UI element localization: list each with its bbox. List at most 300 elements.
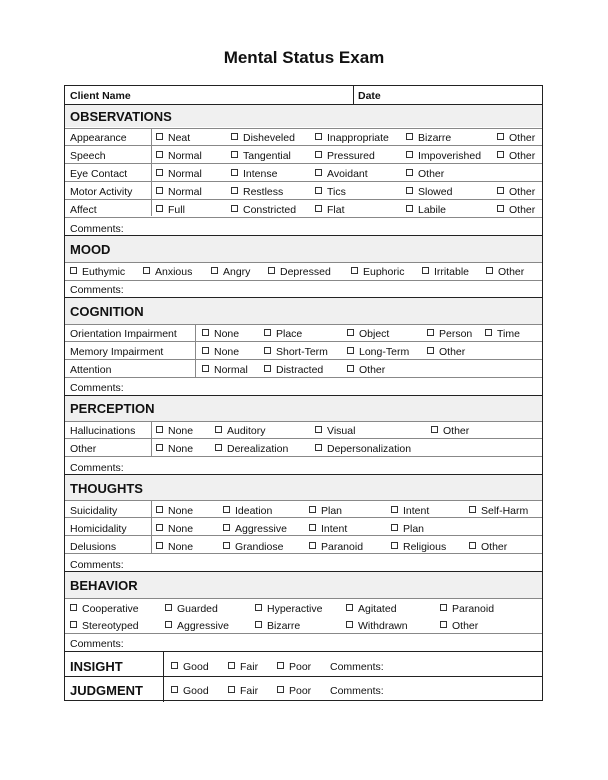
obs-affect-other-option[interactable]	[497, 204, 535, 216]
beh-bizarre-option[interactable]	[255, 620, 300, 632]
mood-depressed-option[interactable]	[268, 266, 331, 278]
cog-attention-distracted-option[interactable]	[264, 364, 323, 376]
obs-eye-contact-intense-option[interactable]	[231, 168, 277, 180]
tho-delusions-paranoid-option[interactable]	[309, 541, 363, 553]
checkbox-icon[interactable]	[469, 506, 476, 513]
section-mood-title: MOOD	[70, 242, 111, 257]
checkbox-icon[interactable]	[231, 133, 238, 140]
per-hallucinations-visual-option[interactable]	[315, 425, 355, 437]
checkbox-icon[interactable]	[156, 524, 163, 531]
checkbox-icon[interactable]	[277, 686, 284, 693]
checkbox-icon[interactable]	[156, 444, 163, 451]
option-label: Other	[509, 204, 536, 216]
option-label: Depressed	[280, 266, 331, 278]
checkbox-icon[interactable]	[231, 205, 238, 212]
cog-memory-impairment-none-option[interactable]	[202, 346, 239, 358]
checkbox-icon[interactable]	[231, 187, 238, 194]
perception-comments-label: Comments:	[70, 462, 124, 474]
checkbox-icon[interactable]	[171, 686, 178, 693]
divider	[65, 145, 542, 146]
option-label: Full	[168, 204, 185, 216]
obs-motor-activity-restless-option[interactable]	[231, 186, 283, 198]
judgment-good-option[interactable]	[171, 685, 209, 697]
option-label: Neat	[168, 132, 191, 144]
cog-memory-impairment-long-term-option[interactable]	[347, 346, 409, 358]
judgment-fair-option[interactable]	[228, 685, 258, 697]
checkbox-icon[interactable]	[315, 205, 322, 212]
mood-comments-label: Comments:	[70, 284, 124, 296]
checkbox-icon[interactable]	[211, 267, 218, 274]
checkbox-icon[interactable]	[391, 524, 398, 531]
row-label-affect: Affect	[70, 204, 97, 216]
option-label: None	[168, 541, 194, 553]
option-label: Distracted	[276, 364, 324, 376]
section-perception-title: PERCEPTION	[70, 401, 155, 416]
option-label: Normal	[168, 150, 202, 162]
checkbox-icon[interactable]	[156, 506, 163, 513]
option-label: Other	[509, 150, 536, 162]
obs-appearance-inappropriate-option[interactable]	[315, 132, 389, 144]
tho-delusions-none-option[interactable]	[156, 541, 193, 553]
checkbox-icon[interactable]	[156, 205, 163, 212]
checkbox-icon[interactable]	[231, 151, 238, 158]
option-label: Angry	[223, 266, 251, 278]
divider	[65, 651, 542, 652]
behavior-comments-label: Comments:	[70, 638, 124, 650]
row-label-delusions: Delusions	[70, 541, 117, 553]
cog-memory-impairment-short-term-option[interactable]	[264, 346, 328, 358]
section-behavior-title: BEHAVIOR	[70, 578, 138, 593]
beh-guarded-option[interactable]	[165, 603, 218, 615]
checkbox-icon[interactable]	[202, 347, 209, 354]
tho-delusions-grandiose-option[interactable]	[223, 541, 283, 553]
obs-speech-pressured-option[interactable]	[315, 150, 375, 162]
beh-stereotyped-option[interactable]	[70, 620, 139, 632]
option-label: Normal	[168, 186, 202, 198]
option-label: Other	[452, 620, 479, 632]
section-judgment-title: JUDGMENT	[70, 683, 143, 698]
option-label: Other	[509, 186, 536, 198]
insight-comments-label: Comments:	[330, 661, 384, 673]
tho-homicidality-none-option[interactable]	[156, 523, 193, 535]
divider	[195, 324, 196, 378]
checkbox-icon[interactable]	[215, 426, 222, 433]
checkbox-icon[interactable]	[440, 621, 447, 628]
mood-euthymic-option[interactable]	[70, 266, 125, 278]
option-label: Good	[183, 685, 209, 697]
option-label: Object	[359, 328, 390, 340]
checkbox-icon[interactable]	[486, 267, 493, 274]
row-label-memory-impairment: Memory Impairment	[70, 346, 164, 358]
checkbox-icon[interactable]	[171, 662, 178, 669]
checkbox-icon[interactable]	[315, 426, 322, 433]
option-label: Visual	[327, 425, 356, 437]
date-label: Date	[358, 90, 381, 102]
section-cognition-title: COGNITION	[70, 304, 144, 319]
option-label: Inappropriate	[327, 132, 389, 144]
option-label: Intent	[321, 523, 348, 535]
checkbox-icon[interactable]	[156, 169, 163, 176]
checkbox-icon[interactable]	[215, 444, 222, 451]
checkbox-icon[interactable]	[346, 621, 353, 628]
checkbox-icon[interactable]	[497, 133, 504, 140]
divider	[151, 128, 152, 216]
judgment-comments-label: Comments:	[330, 685, 384, 697]
option-label: Poor	[289, 661, 312, 673]
checkbox-icon[interactable]	[277, 662, 284, 669]
option-label: Euphoric	[363, 266, 405, 278]
obs-speech-normal-option[interactable]	[156, 150, 202, 162]
checkbox-icon[interactable]	[264, 347, 271, 354]
divider	[65, 421, 542, 422]
insight-poor-option[interactable]	[277, 661, 311, 673]
option-label: Paranoid	[321, 541, 364, 553]
section-thoughts-title: THOUGHTS	[70, 481, 143, 496]
option-label: Other	[359, 364, 386, 376]
divider	[65, 128, 542, 129]
mood-irritable-option[interactable]	[422, 266, 469, 278]
obs-speech-tangential-option[interactable]	[231, 150, 291, 162]
tho-delusions-religious-option[interactable]	[391, 541, 446, 553]
checkbox-icon[interactable]	[202, 329, 209, 336]
checkbox-icon[interactable]	[347, 329, 354, 336]
option-label: Other	[509, 132, 536, 144]
obs-affect-constricted-option[interactable]	[231, 204, 296, 216]
option-label: Tics	[327, 186, 346, 198]
checkbox-icon[interactable]	[223, 524, 230, 531]
checkbox-icon[interactable]	[406, 205, 413, 212]
option-label: Hyperactive	[267, 603, 323, 615]
option-label: Good	[183, 661, 209, 673]
obs-eye-contact-other-option[interactable]	[406, 168, 444, 180]
divider	[151, 421, 152, 457]
row-label-homicidality: Homicidality	[70, 523, 127, 535]
option-label: Other	[481, 541, 508, 553]
row-label-hallucinations: Hallucinations	[70, 425, 136, 437]
divider	[65, 341, 542, 342]
divider	[65, 500, 542, 501]
option-label: Normal	[168, 168, 202, 180]
option-label: Restless	[243, 186, 284, 198]
checkbox-icon[interactable]	[309, 506, 316, 513]
checkbox-icon[interactable]	[231, 169, 238, 176]
option-label: Fair	[240, 685, 259, 697]
obs-motor-activity-slowed-option[interactable]	[406, 186, 452, 198]
option-label: Aggressive	[235, 523, 287, 535]
per-other-derealization-option[interactable]	[215, 443, 288, 455]
insight-fair-option[interactable]	[228, 661, 258, 673]
option-label: Bizarre	[267, 620, 301, 632]
tho-homicidality-aggressive-option[interactable]	[223, 523, 287, 535]
checkbox-icon[interactable]	[156, 542, 163, 549]
option-label: Other	[439, 346, 466, 358]
checkbox-icon[interactable]	[70, 267, 77, 274]
divider	[65, 199, 542, 200]
mood-other-option[interactable]	[486, 266, 524, 278]
checkbox-icon[interactable]	[391, 506, 398, 513]
divider	[65, 676, 542, 677]
tho-suicidality-self-harm-option[interactable]	[469, 505, 528, 517]
option-label: Other	[418, 168, 445, 180]
checkbox-icon[interactable]	[346, 604, 353, 611]
option-label: Depersonalization	[327, 443, 412, 455]
checkbox-icon[interactable]	[202, 365, 209, 372]
divider	[65, 217, 542, 218]
option-label: Irritable	[434, 266, 470, 278]
obs-eye-contact-normal-option[interactable]	[156, 168, 202, 180]
checkbox-icon[interactable]	[165, 604, 172, 611]
option-label: Flat	[327, 204, 345, 216]
obs-speech-impoverished-option[interactable]	[406, 150, 481, 162]
mental-status-form	[64, 85, 543, 701]
checkbox-icon[interactable]	[497, 205, 504, 212]
divider	[65, 535, 542, 536]
option-label: None	[168, 523, 194, 535]
checkbox-icon[interactable]	[268, 267, 275, 274]
option-label: Pressured	[327, 150, 375, 162]
option-label: Labile	[418, 204, 447, 216]
checkbox-icon[interactable]	[309, 542, 316, 549]
option-label: None	[168, 443, 194, 455]
divider	[65, 633, 542, 634]
divider	[65, 377, 542, 378]
checkbox-icon[interactable]	[406, 133, 413, 140]
option-label: Slowed	[418, 186, 453, 198]
option-label: None	[214, 328, 240, 340]
checkbox-icon[interactable]	[223, 542, 230, 549]
page-title: Mental Status Exam	[223, 48, 385, 67]
checkbox-icon[interactable]	[497, 187, 504, 194]
option-label: Poor	[289, 685, 312, 697]
per-other-none-option[interactable]	[156, 443, 193, 455]
checkbox-icon[interactable]	[156, 187, 163, 194]
option-label: Fair	[240, 661, 259, 673]
option-label: Avoidant	[327, 168, 368, 180]
option-label: Agitated	[358, 603, 397, 615]
option-label: Other	[443, 425, 470, 437]
checkbox-icon[interactable]	[156, 151, 163, 158]
section-insight-title: INSIGHT	[70, 659, 123, 674]
cog-orientation-impairment-none-option[interactable]	[202, 328, 239, 340]
option-label: Euthymic	[82, 266, 126, 278]
beh-other-option[interactable]	[440, 620, 478, 632]
checkbox-icon[interactable]	[347, 365, 354, 372]
client-name-label: Client Name	[70, 90, 131, 102]
checkbox-icon[interactable]	[264, 365, 271, 372]
option-label: Disheveled	[243, 132, 295, 144]
checkbox-icon[interactable]	[315, 187, 322, 194]
per-hallucinations-auditory-option[interactable]	[215, 425, 266, 437]
cognition-comments-label: Comments:	[70, 382, 124, 394]
option-label: None	[168, 425, 194, 437]
row-label-other: Other	[70, 443, 97, 455]
option-label: Aggressive	[177, 620, 229, 632]
checkbox-icon[interactable]	[315, 151, 322, 158]
divider	[65, 553, 542, 554]
row-label-attention: Attention	[70, 364, 112, 376]
divider	[65, 280, 542, 281]
checkbox-icon[interactable]	[406, 151, 413, 158]
option-label: Intent	[403, 505, 430, 517]
option-label: Impoverished	[418, 150, 482, 162]
obs-appearance-disheveled-option[interactable]	[231, 132, 295, 144]
divider	[65, 456, 542, 457]
row-label-suicidality: Suicidality	[70, 505, 118, 517]
checkbox-icon[interactable]	[315, 169, 322, 176]
divider	[163, 652, 164, 702]
tho-suicidality-ideation-option[interactable]	[223, 505, 272, 517]
option-label: Self-Harm	[481, 505, 529, 517]
cog-attention-normal-option[interactable]	[202, 364, 248, 376]
checkbox-icon[interactable]	[70, 621, 77, 628]
beh-hyperactive-option[interactable]	[255, 603, 322, 615]
option-label: Tangential	[243, 150, 291, 162]
option-label: Grandiose	[235, 541, 284, 553]
option-label: Guarded	[177, 603, 218, 615]
client-name-field[interactable]	[70, 88, 350, 103]
option-label: Plan	[403, 523, 425, 535]
obs-motor-activity-normal-option[interactable]	[156, 186, 202, 198]
option-label: Stereotyped	[82, 620, 139, 632]
beh-aggressive-option[interactable]	[165, 620, 229, 632]
option-label: Anxious	[155, 266, 193, 278]
checkbox-icon[interactable]	[156, 133, 163, 140]
divider	[353, 86, 354, 104]
divider	[65, 163, 542, 164]
obs-affect-labile-option[interactable]	[406, 204, 446, 216]
checkbox-icon[interactable]	[485, 329, 492, 336]
obs-appearance-neat-option[interactable]	[156, 132, 190, 144]
row-label-speech: Speech	[70, 150, 106, 162]
checkbox-icon[interactable]	[228, 686, 235, 693]
mood-angry-option[interactable]	[211, 266, 250, 278]
tho-delusions-other-option[interactable]	[469, 541, 507, 553]
option-label: Cooperative	[82, 603, 139, 615]
option-label: Derealization	[227, 443, 289, 455]
obs-appearance-other-option[interactable]	[497, 132, 535, 144]
option-label: Paranoid	[452, 603, 495, 615]
divider	[151, 500, 152, 554]
beh-withdrawn-option[interactable]	[346, 620, 408, 632]
checkbox-icon[interactable]	[255, 621, 262, 628]
divider	[65, 438, 542, 439]
beh-cooperative-option[interactable]	[70, 603, 139, 615]
checkbox-icon[interactable]	[497, 151, 504, 158]
tho-suicidality-intent-option[interactable]	[391, 505, 429, 517]
cog-memory-impairment-other-option[interactable]	[427, 346, 465, 358]
checkbox-icon[interactable]	[431, 426, 438, 433]
cog-orientation-impairment-time-option[interactable]	[485, 328, 520, 340]
option-label: Intense	[243, 168, 278, 180]
checkbox-icon[interactable]	[406, 187, 413, 194]
checkbox-icon[interactable]	[427, 347, 434, 354]
checkbox-icon[interactable]	[440, 604, 447, 611]
option-label: Short-Term	[276, 346, 328, 358]
divider	[65, 181, 542, 182]
checkbox-icon[interactable]	[228, 662, 235, 669]
cog-orientation-impairment-place-option[interactable]	[264, 328, 302, 340]
option-label: Plan	[321, 505, 343, 517]
cog-orientation-impairment-object-option[interactable]	[347, 328, 389, 340]
checkbox-icon[interactable]	[315, 444, 322, 451]
option-label: Bizarre	[418, 132, 452, 144]
checkbox-icon[interactable]	[315, 133, 322, 140]
per-hallucinations-other-option[interactable]	[431, 425, 469, 437]
option-label: Withdrawn	[358, 620, 408, 632]
option-label: Ideation	[235, 505, 273, 517]
mood-euphoric-option[interactable]	[351, 266, 404, 278]
row-label-orientation-impairment: Orientation Impairment	[70, 328, 177, 340]
obs-eye-contact-avoidant-option[interactable]	[315, 168, 368, 180]
obs-motor-activity-other-option[interactable]	[497, 186, 535, 198]
checkbox-icon[interactable]	[264, 329, 271, 336]
checkbox-icon[interactable]	[70, 604, 77, 611]
obs-affect-full-option[interactable]	[156, 204, 185, 216]
divider	[65, 598, 542, 599]
per-hallucinations-none-option[interactable]	[156, 425, 193, 437]
judgment-poor-option[interactable]	[277, 685, 311, 697]
checkbox-icon[interactable]	[143, 267, 150, 274]
checkbox-icon[interactable]	[165, 621, 172, 628]
option-label: Auditory	[227, 425, 266, 437]
checkbox-icon[interactable]	[469, 542, 476, 549]
checkbox-icon[interactable]	[351, 267, 358, 274]
checkbox-icon[interactable]	[391, 542, 398, 549]
obs-motor-activity-tics-option[interactable]	[315, 186, 346, 198]
checkbox-icon[interactable]	[347, 347, 354, 354]
thoughts-comments-label: Comments:	[70, 559, 124, 571]
date-field[interactable]	[358, 88, 538, 103]
row-label-appearance: Appearance	[70, 132, 127, 144]
option-label: Long-Term	[359, 346, 410, 358]
option-label: Other	[498, 266, 525, 278]
checkbox-icon[interactable]	[309, 524, 316, 531]
per-other-depersonalization-option[interactable]	[315, 443, 411, 455]
beh-paranoid-option[interactable]	[440, 603, 494, 615]
option-label: None	[168, 505, 194, 517]
section-header-bg	[65, 236, 542, 262]
option-label: None	[214, 346, 240, 358]
obs-affect-flat-option[interactable]	[315, 204, 345, 216]
cog-attention-other-option[interactable]	[347, 364, 385, 376]
obs-appearance-bizarre-option[interactable]	[406, 132, 451, 144]
checkbox-icon[interactable]	[406, 169, 413, 176]
checkbox-icon[interactable]	[422, 267, 429, 274]
checkbox-icon[interactable]	[156, 426, 163, 433]
obs-speech-other-option[interactable]	[497, 150, 535, 162]
row-label-motor-activity: Motor Activity	[70, 186, 133, 198]
checkbox-icon[interactable]	[223, 506, 230, 513]
tho-suicidality-none-option[interactable]	[156, 505, 193, 517]
divider	[65, 262, 542, 263]
option-label: Person	[439, 328, 473, 340]
tho-suicidality-plan-option[interactable]	[309, 505, 342, 517]
divider	[65, 324, 542, 325]
option-label: Constricted	[243, 204, 297, 216]
tho-homicidality-intent-option[interactable]	[309, 523, 347, 535]
cog-orientation-impairment-person-option[interactable]	[427, 328, 472, 340]
option-label: Time	[497, 328, 520, 340]
divider	[65, 359, 542, 360]
option-label: Religious	[403, 541, 447, 553]
checkbox-icon[interactable]	[427, 329, 434, 336]
checkbox-icon[interactable]	[255, 604, 262, 611]
row-label-eye-contact: Eye Contact	[70, 168, 128, 180]
mood-anxious-option[interactable]	[143, 266, 192, 278]
tho-homicidality-plan-option[interactable]	[391, 523, 424, 535]
insight-good-option[interactable]	[171, 661, 209, 673]
beh-agitated-option[interactable]	[346, 603, 397, 615]
